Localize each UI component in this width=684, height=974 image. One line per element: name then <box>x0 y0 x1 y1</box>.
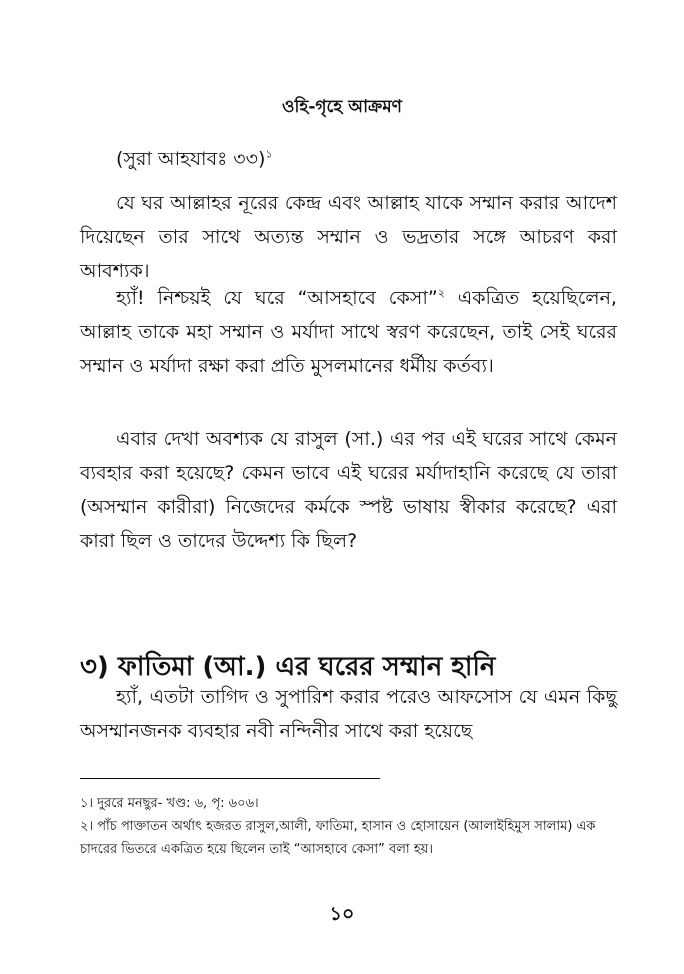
page-number: ১০ <box>329 903 355 925</box>
paragraph-3: এবার দেখা অবশ্যক যে রাসুল (সা.) এর পর এই ঘরের সাথে কেমন ব্যবহার করা হয়েছে? কেমন ভাবে এই ঘরের মর্যাদাহানি করেছে যে তারা (অসম্মান কারীরা) নিজেদের কর্মকে স্পষ্ট ভাষায় স্বীকার করেছে? এরা কারা ছিল ও তাদের উদ্দেশ্য কি ছিল? <box>80 428 617 552</box>
footnotes <box>80 792 617 861</box>
footnote-marker-2: ২ <box>437 286 445 300</box>
footnote-divider <box>80 778 380 779</box>
paragraph-4: হ্যাঁ, এতটা তাগিদ ও সুপারিশ করার পরেও আফসোস যে এমন কিছু অসম্মানজনক ব্যবহার নবী নন্দিনীর সাথে করা হয়েছে <box>80 686 617 742</box>
paragraph-1: যে ঘর আল্লাহর নূরের কেন্দ্র এবং আল্লাহ যাকে সম্মান করার আদেশ দিয়েছেন তার সাথে অত্যন্ত সম্মান ও ভদ্রতার সঙ্গে আচরণ করা আবশ্যক। <box>80 192 617 282</box>
paragraph-2-lead: হ্যাঁ! নিশ্চয়ই যে ঘরে “আসহাবে কেসা” <box>116 287 438 309</box>
footnote-2: ২। পাঁচ পাক্তাতন অর্থাৎ হজরত রাসুল,আলী, ফাতিমা, হাসান ও হোসায়েন (আলাইহিমুস সালাম) এক চাদরের ভিতরে একত্রিত হয়ে ছিলেন তাই “আসহাবে কেসা” বলা হয়। <box>80 819 596 857</box>
paragraph-2-rest: একত্রিত হয়েছিলেন, আল্লাহ তাকে মহা সম্মান ও মর্যাদা সাথে স্বরণ করেছেন, তাই সেই ঘরের সম্মান ও মর্যাদা রক্ষা করা প্রতি মুসলমানের ধর্মীয় কর্তব্য। <box>80 287 617 377</box>
footnote-marker-1: ১ <box>265 147 273 161</box>
surah-reference <box>80 142 617 176</box>
section-heading: ৩) ফাতিমা (আ.) এর ঘরের সম্মান হানি <box>80 651 496 682</box>
footnote-1: ১। দুররে মনছুর- খণ্ড: ৬, পৃ: ৬০৬। <box>80 796 259 811</box>
running-header: ওহি-গৃহে আক্রমণ <box>282 97 402 117</box>
surah-reference-text: (সুরা আহযাবঃ ৩৩) <box>116 148 266 170</box>
paragraph-2 <box>80 281 617 383</box>
